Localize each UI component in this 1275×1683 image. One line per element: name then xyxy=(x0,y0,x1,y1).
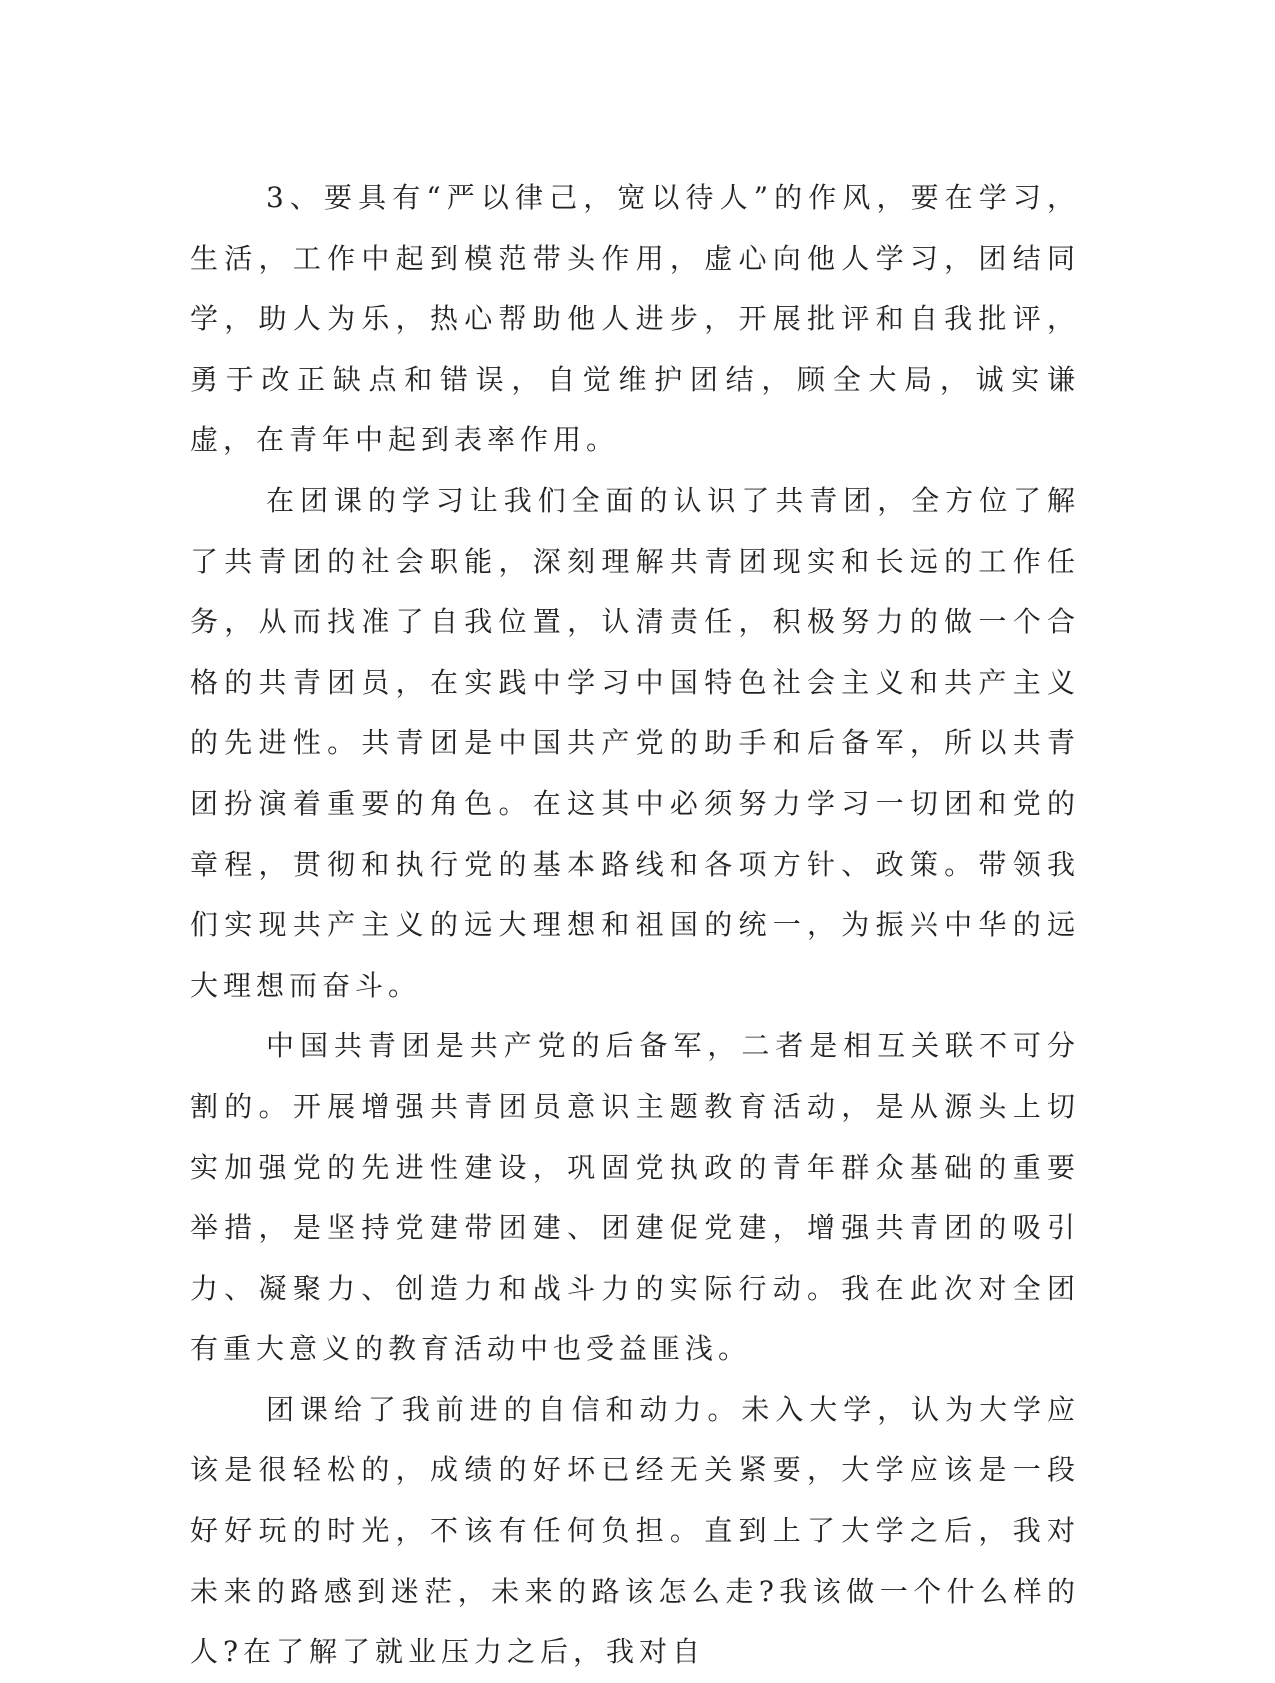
document-body xyxy=(190,168,1080,1683)
paragraph-4: 团课给了我前进的自信和动力。未入大学，认为大学应该是很轻松的，成绩的好坏已经无关紧要，大学应该是一段好好玩的时光，不该有任何负担。直到上了大学之后，我对未来的路感到迷茫，未来的路该怎么走?我该做一个什么样的人?在了解了就业压力之后，我对自 xyxy=(190,1392,1080,1669)
paragraph-1: 3、要具有“严以律己，宽以待人”的作风，要在学习，生活，工作中起到模范带头作用，虚心向他人学习，团结同学，助人为乐，热心帮助他人进步，开展批评和自我批评，勇于改正缺点和错误，自觉维护团结，顾全大局，诚实谦虚，在青年中起到表率作用。 xyxy=(190,181,1080,457)
paragraph-3: 中国共青团是共产党的后备军，二者是相互关联不可分割的。开展增强共青团员意识主题教育活动，是从源头上切实加强党的先进性建设，巩固党执政的青年群众基础的重要举措，是坚持党建带团建、团建促党建，增强共青团的吸引力、凝聚力、创造力和战斗力的实际行动。我在此次对全团有重大意义的教育活动中也受益匪浅。 xyxy=(190,1029,1080,1366)
paragraph-2: 在团课的学习让我们全面的认识了共青团，全方位了解了共青团的社会职能，深刻理解共青团现实和长远的工作任务，从而找准了自我位置，认清责任，积极努力的做一个合格的共青团员，在实践中学习中国特色社会主义和共产主义的先进性。共青团是中国共产党的助手和后备军，所以共青团扮演着重要的角色。在这其中必须努力学习一切团和党的章程，贯彻和执行党的基本路线和各项方针、政策。带领我们实现共产主义的远大理想和祖国的统一，为振兴中华的远大理想而奋斗。 xyxy=(190,483,1080,1002)
